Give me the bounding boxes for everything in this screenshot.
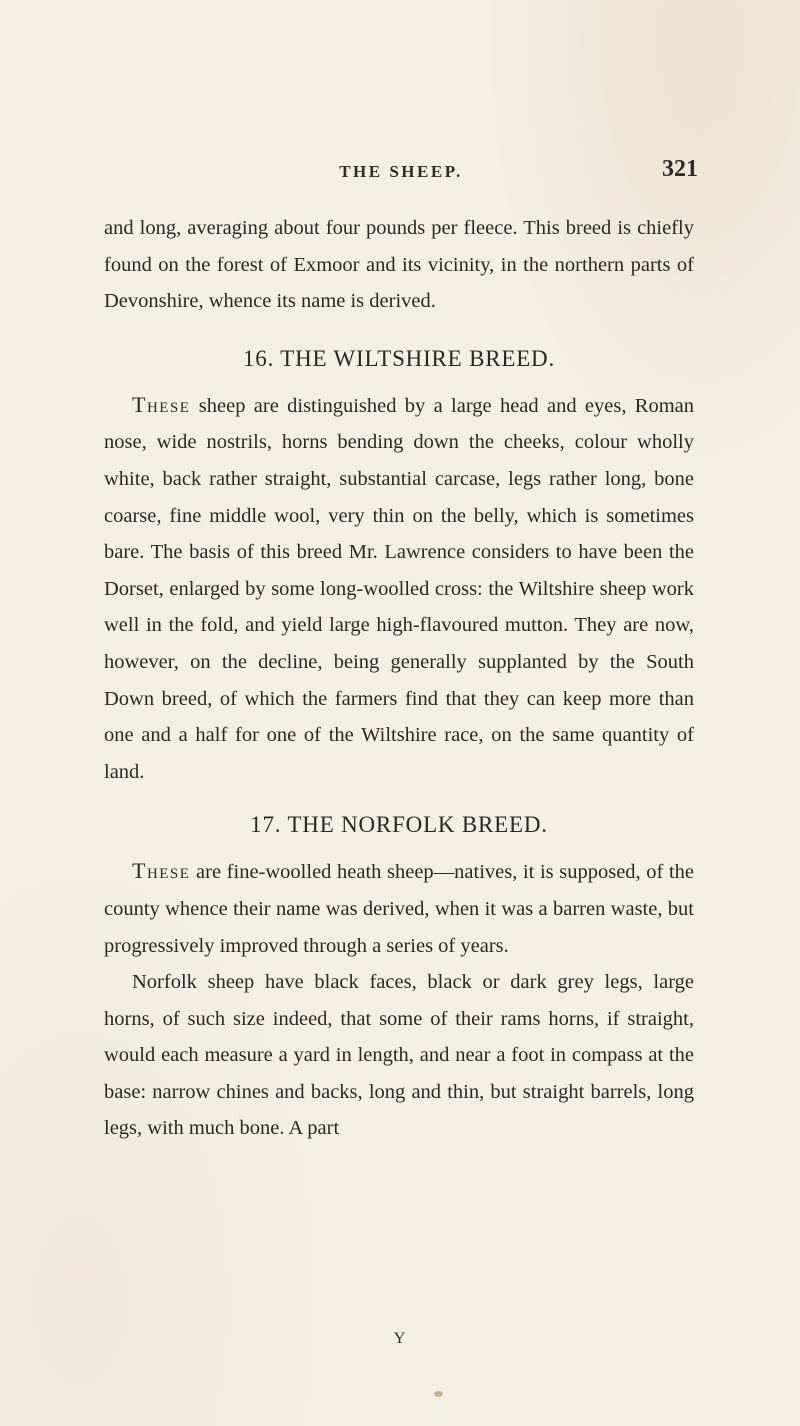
lead-word: These [132,391,191,417]
section-heading-wiltshire: 16. THE WILTSHIRE BREED. [242,345,556,371]
ink-spot [434,1391,443,1397]
paragraph-wiltshire [104,387,694,791]
page-body [104,210,694,1147]
paragraph-text: sheep are distinguished by a large head and eyes, Roman nose, wide nostrils, horns bending down the cheeks, colour wholly white, back rather straight, substantial carcase, legs rather long, bone coarse, fine middle wool, very thin on the belly, which is sometimes bare. The basis of this breed Mr. Lawrence considers to have been the Dorset, enlarged by some long-woolled cross: the Wiltshire sheep work well in the fold, and yield large high-flavoured mutton. They are now, however, on the decline, being generally supplanted by the South Down breed, of which the farmers find that they can keep more than one and a half for one of the Wiltshire race, on the same quantity of land. [104,394,694,783]
continued-paragraph: and long, averaging about four pounds per fleece. This breed is chiefly found on the forest of Exmoor and its vicinity, in the northern parts of Devonshire, whence its name is derived. [104,217,694,313]
paragraph-text: are fine-woolled heath sheep—natives, it is supposed, of the county whence their name was derived, when it was a barren waste, but progressively improved through a series of years. [104,861,694,957]
paragraph-norfolk-1 [104,853,694,964]
lead-word: These [132,858,191,884]
paragraph-norfolk-2: Norfolk sheep have black faces, black or dark grey legs, large horns, of such size indeed, that some of their rams horns, if straight, would each measure a yard in length, and near a foot in compass at the base: narrow chines and backs, long and thin, but straight barrels, long legs, with much bone. A part [104,971,694,1140]
signature-mark: Y [393,1330,407,1347]
running-head: THE SHEEP. [339,162,463,181]
section-heading-norfolk: 17. THE NORFOLK BREED. [250,812,548,838]
page-header [104,154,698,194]
page-number: 321 [662,156,698,182]
